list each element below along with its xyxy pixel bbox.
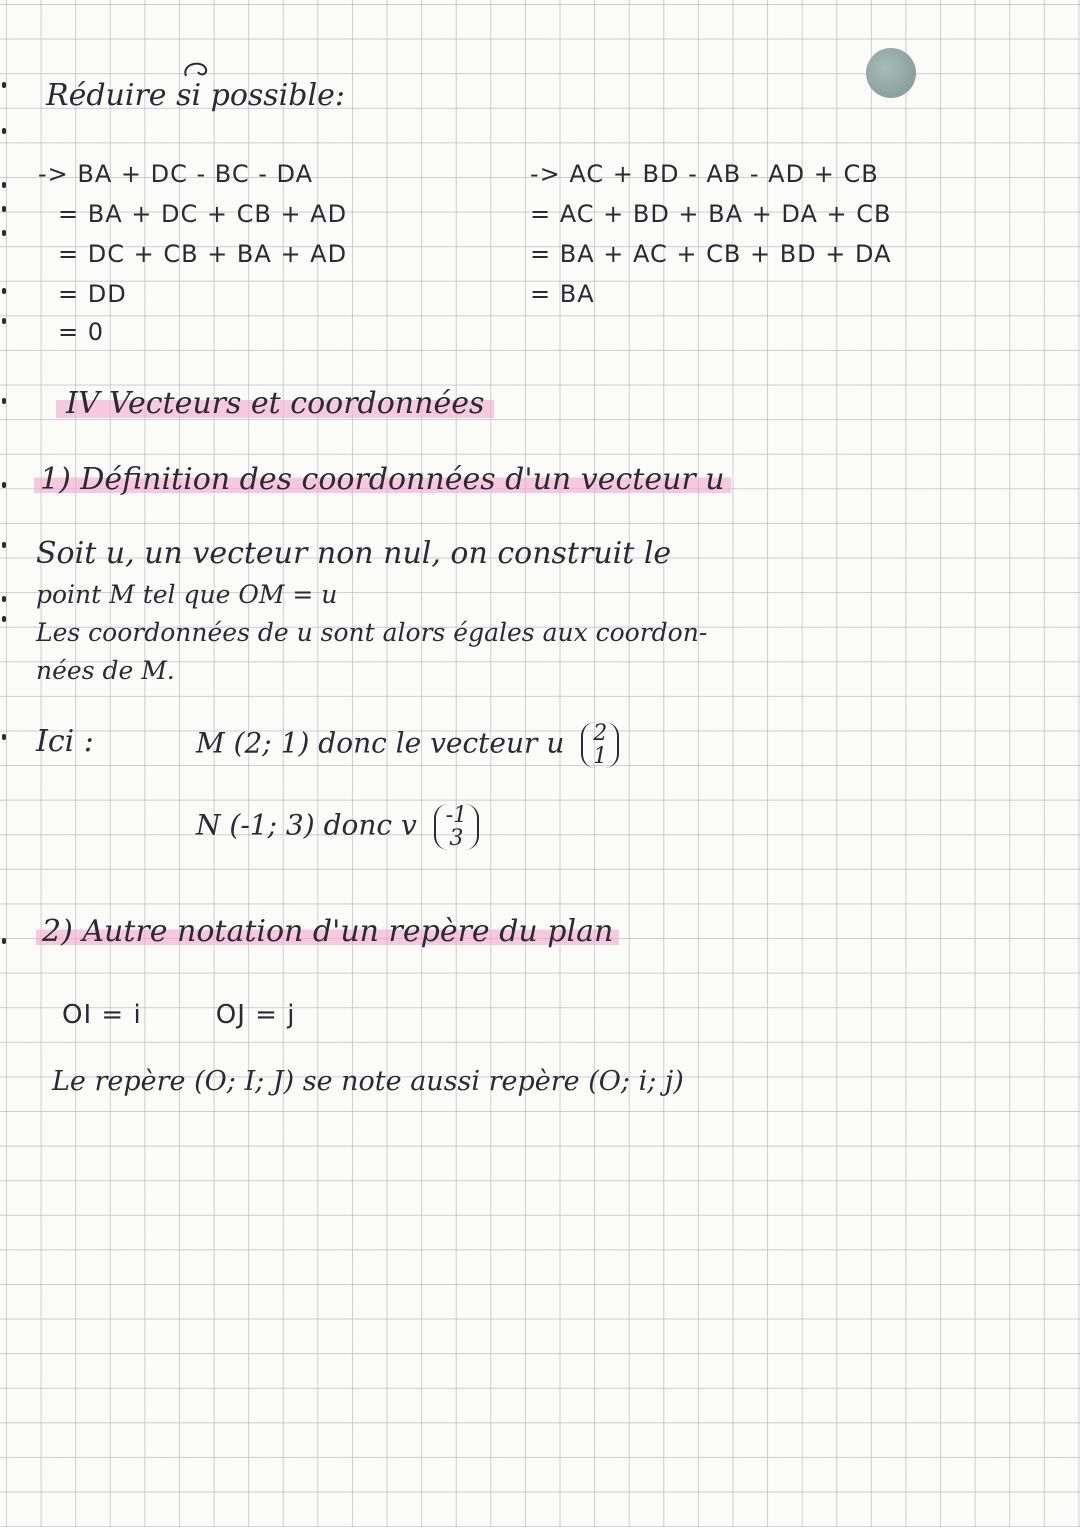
- notation-line: OI = i OJ = j: [62, 1000, 296, 1030]
- vector-v-x: -1: [445, 803, 468, 828]
- left-step-4: = DD: [58, 280, 127, 308]
- column-vector-v: [434, 804, 479, 850]
- definition-line-1: Soit u, un vecteur non nul, on construit le: [36, 536, 672, 571]
- section-heading: [56, 386, 494, 421]
- left-step-2: = BA + DC + CB + AD: [58, 200, 348, 228]
- column-vector-u: [581, 722, 619, 768]
- exercise-title: Réduire si possible:: [46, 78, 345, 113]
- example-line-1: [196, 722, 619, 768]
- left-step-1: -> BA + DC - BC - DA: [38, 160, 313, 188]
- subsection-1-text: 1) Définition des coordonnées d'un vecteur u: [34, 462, 731, 497]
- subsection-2-text: 2) Autre notation d'un repère du plan: [36, 914, 619, 949]
- left-step-5: = 0: [58, 318, 105, 346]
- definition-line-3: Les coordonnées de u sont alors égales aux coordon-: [36, 618, 708, 647]
- vector-v-y: 3: [449, 826, 464, 852]
- subsection-1-heading: [34, 462, 731, 497]
- example-label: Ici :: [36, 724, 94, 759]
- section-heading-text: IV Vecteurs et coordonnées: [56, 386, 494, 421]
- definition-line-4: nées de M.: [36, 656, 175, 685]
- right-step-1: -> AC + BD - AB - AD + CB: [530, 160, 879, 188]
- right-step-2: = AC + BD + BA + DA + CB: [530, 200, 892, 228]
- right-step-4: = BA: [530, 280, 595, 308]
- vector-u-x: 2: [593, 721, 608, 746]
- example-line-1-text: M (2; 1) donc le vecteur u: [196, 726, 565, 760]
- right-step-3: = BA + AC + CB + BD + DA: [530, 240, 892, 268]
- subsection-2-heading: [36, 914, 619, 949]
- vector-u-y: 1: [593, 744, 608, 770]
- definition-line-2: point M tel que OM = u: [36, 580, 338, 609]
- repere-line: Le repère (O; I; J) se note aussi repère (O; i; j): [52, 1066, 684, 1097]
- grey-circle-sticker: [866, 48, 916, 98]
- left-step-3: = DC + CB + BA + AD: [58, 240, 348, 268]
- example-line-2: [196, 804, 479, 850]
- example-line-2-text: N (-1; 3) donc v: [196, 808, 417, 842]
